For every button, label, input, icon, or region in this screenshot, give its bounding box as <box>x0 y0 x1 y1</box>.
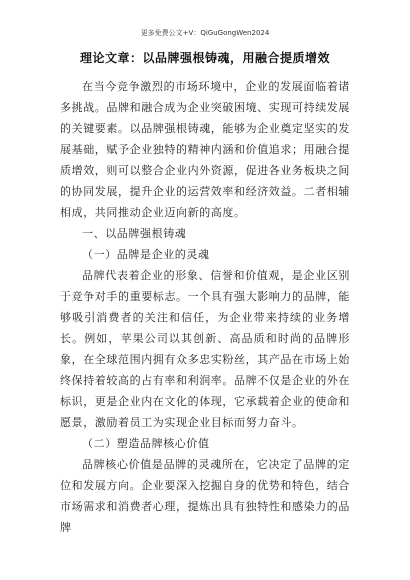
subsection-heading-2: （二）塑造品牌核心价值 <box>82 437 210 450</box>
document-title: 理论文章：以品牌强根铸魂，用融合提质增效 <box>79 51 330 65</box>
subsection-heading-1: （一）品牌是企业的灵魂 <box>82 248 210 261</box>
intro-paragraph: 在当今竞争激烈的市场环境中，企业的发展面临着诸多挑战。品牌和融合成为企业突破困境、实现可持续发展的关键要素。以品牌强根铸魂，能够为企业奠定坚实的发展基础，赋予企业独特的精神内涵和价值追求；用融合提质增效，则可以整合企业内外资源，促进各业务板块之间的协同发展，提升企业的运营效率和经济效益。二者相辅相成，共同推动企业迈向新的高度。 <box>60 80 350 219</box>
header-note: 更多免费公文+V：QiGuGongWen2024 <box>140 29 270 37</box>
document-body <box>60 76 350 538</box>
section-heading-1: 一、以品牌强根铸魂 <box>82 227 187 240</box>
subsection-paragraph-2: 品牌核心价值是品牌的灵魂所在，它决定了品牌的定位和发展方向。企业要深入挖掘自身的优势和特色，结合市场需求和消费者心理，提炼出具有独特性和感染力的品牌 <box>60 458 350 534</box>
subsection-paragraph-1: 品牌代表着企业的形象、信誉和价值观，是企业区别于竞争对手的重要标志。一个具有强大影响力的品牌，能够吸引消费者的关注和信任，为企业带来持续的业务增长。例如，苹果公司以其创新、高品质和时尚的品牌形象，在全球范围内拥有众多忠实粉丝，其产品在市场上始终保持着较高的占有率和利润率。品牌不仅是企业的外在标识，更是企业内在文化的体现，它承载着企业的使命和愿景，激励着员工为实现企业目标而努力奋斗。 <box>60 269 350 429</box>
